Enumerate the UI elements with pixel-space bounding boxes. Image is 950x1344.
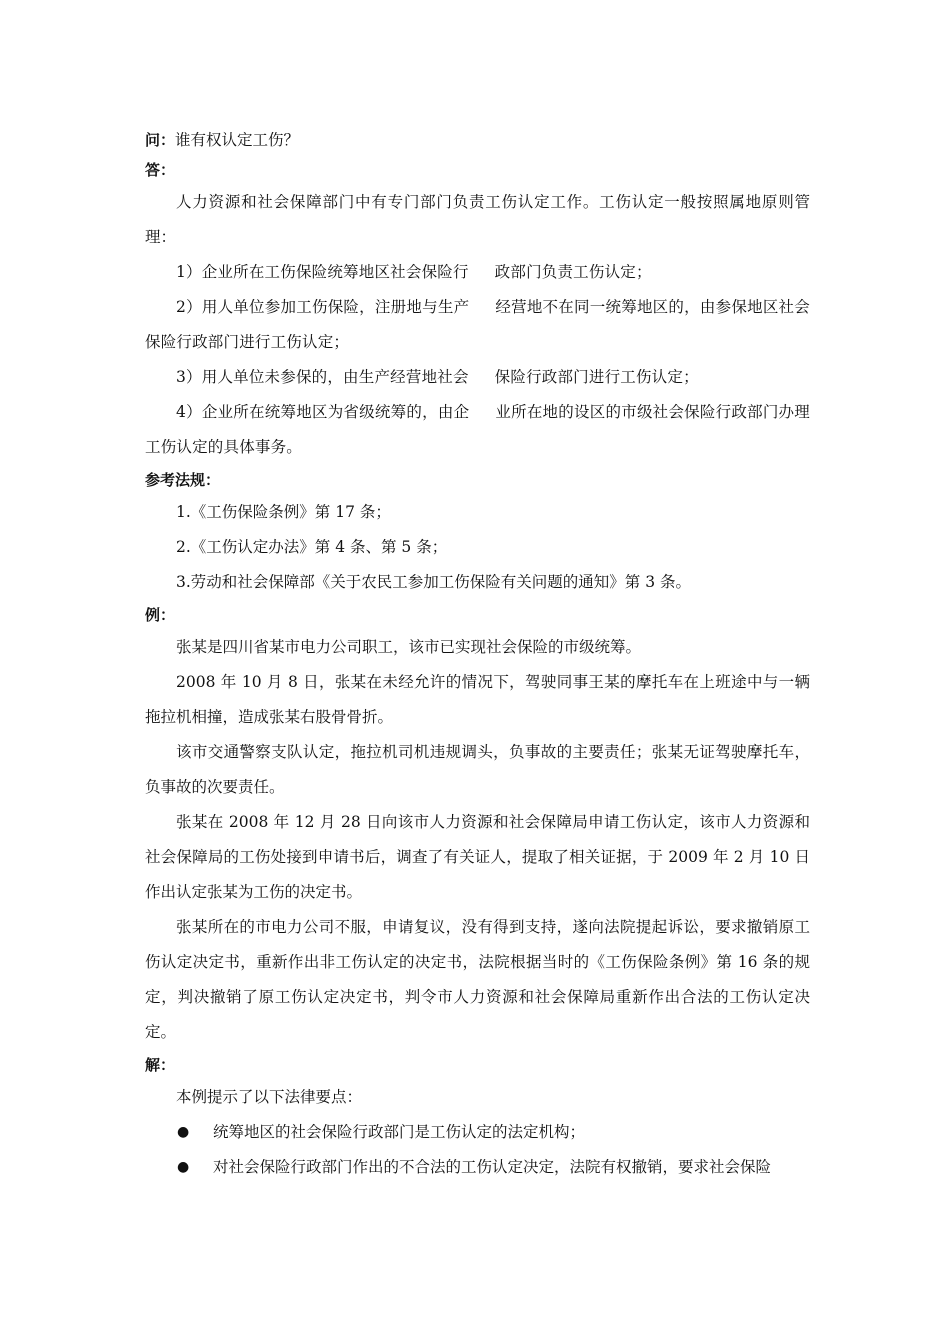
- explanation-intro: 本例提示了以下法律要点：: [176, 1088, 363, 1106]
- reference-item: 3.劳动和社会保障部《关于农民工参加工伤保险有关问题的通知》第 3 条。: [176, 573, 692, 591]
- example-paragraph: 张某在 2008 年 12 月 28 日向该市人力资源和社会保障局申请工伤认定，该市人力资源和社会保障局的工伤处接到申请书后，调查了有关证人，提取了相关证据，于 2009 年 2 月 10 日作出认定张某为工伤的决定书。: [145, 813, 810, 901]
- answer-item-text: 政部门负责工伤认定；: [494, 263, 652, 281]
- bullet-item: [145, 1150, 810, 1185]
- reference-item: 2.《工伤认定办法》第 4 条、第 5 条；: [176, 538, 448, 556]
- answer-item-text: 3）用人单位未参保的，由生产经营地社会: [176, 368, 469, 386]
- reference-item: 1.《工伤保险条例》第 17 条；: [176, 503, 391, 521]
- explanation-heading: 解：: [145, 1056, 176, 1074]
- example-paragraph: 张某是四川省某市电力公司职工，该市已实现社会保险的市级统筹。: [176, 638, 642, 656]
- example-paragraph: 张某所在的市电力公司不服，申请复议，没有得到支持，遂向法院提起诉讼，要求撤销原工伤认定决定书，重新作出非工伤认定的决定书，法院根据当时的《工伤保险条例》第 16 条的规定，判决撤销了原工伤认定决定书，判令市人力资源和社会保障局重新作出合法的工伤认定决定。: [145, 918, 810, 1041]
- question-label: 问：: [145, 131, 176, 149]
- bullet-item: [145, 1115, 810, 1150]
- answer-item: [145, 255, 810, 290]
- references-heading: 参考法规：: [145, 471, 221, 489]
- bullet-text: 对社会保险行政部门作出的不合法的工伤认定决定，法院有权撤销，要求社会保险: [213, 1158, 772, 1176]
- example-heading: 例：: [145, 606, 176, 624]
- answer-item: [145, 290, 810, 360]
- answer-heading: 答：: [145, 161, 176, 179]
- example-paragraph: 2008 年 10 月 8 日，张某在未经允许的情况下，驾驶同事王某的摩托车在上班途中与一辆拖拉机相撞，造成张某右股骨骨折。: [145, 673, 810, 726]
- answer-item-text: 4）企业所在统筹地区为省级统筹的，由企: [176, 403, 470, 421]
- answer-item-text: 业所在地的设区的市级社会保险行政部门办理工伤认定的具体事务。: [145, 403, 810, 456]
- question-text: 谁有权认定工伤？: [175, 131, 300, 149]
- bullet-text: 统筹地区的社会保险行政部门是工伤认定的法定机构；: [213, 1123, 586, 1141]
- answer-item-text: 2）用人单位参加工伤保险，注册地与生产: [176, 298, 470, 316]
- bullet-icon: ●: [177, 1159, 190, 1175]
- bullet-icon: ●: [177, 1124, 190, 1140]
- answer-item: [145, 360, 810, 395]
- answer-item-text: 经营地不在同一统筹地区的，由参保地区社会保险行政部门进行工伤认定；: [145, 298, 810, 351]
- answer-item: [145, 395, 810, 465]
- answer-item-text: 保险行政部门进行工伤认定；: [494, 368, 699, 386]
- answer-intro: 人力资源和社会保障部门中有专门部门负责工伤认定工作。工伤认定一般按照属地原则管理：: [145, 193, 810, 246]
- document-page: [145, 125, 810, 1185]
- example-paragraph: 该市交通警察支队认定，拖拉机司机违规调头，负事故的主要责任；张某无证驾驶摩托车，负事故的次要责任。: [145, 743, 810, 796]
- answer-item-text: 1）企业所在工伤保险统筹地区社会保险行: [176, 263, 469, 281]
- question-line: [145, 125, 810, 155]
